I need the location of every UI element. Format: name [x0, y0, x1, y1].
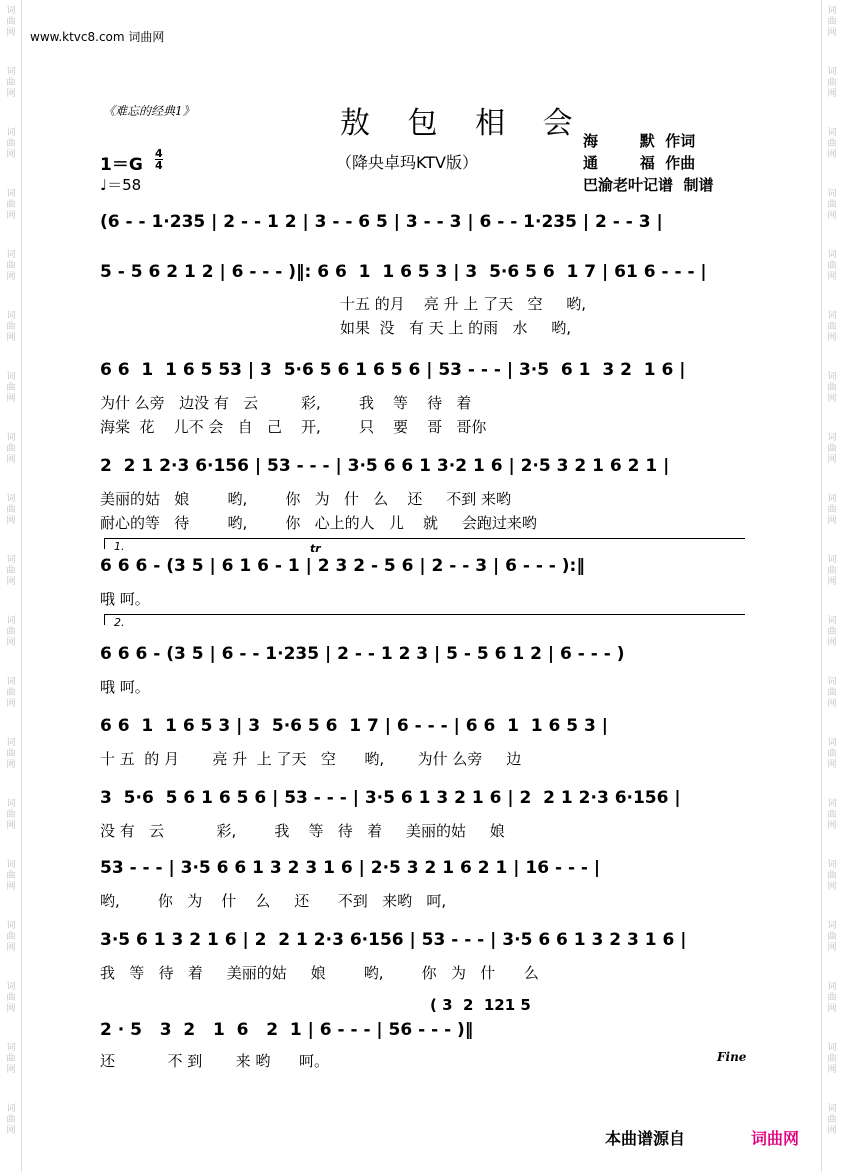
- score-line-9: 53 - - - | 3·5 6 6 1 3 2 3 1 6 | 2·5 3 2 1 6 2 1 | 16 - - - |: [100, 858, 601, 878]
- key-signature: 1＝G: [100, 155, 143, 175]
- score-line-11: 2 · 5 3 2 1 6 2 1 | 6 - - - | 56 - - - )‖: [100, 1020, 474, 1040]
- lyric-line-2a: 十五 的月 亮 升 上 了天 空 哟,: [340, 295, 587, 313]
- composer-credit: 通 福 作曲: [583, 154, 696, 172]
- lyricist-credit: 海 默 作词: [583, 132, 696, 150]
- tempo-mark: ♩＝58: [100, 176, 142, 194]
- watermark-glyph: 词 曲 网: [6, 189, 16, 221]
- watermark-glyph: 词 曲 网: [6, 1104, 16, 1136]
- fine-mark: Fine: [717, 1050, 747, 1064]
- meter-bottom: 4: [155, 159, 163, 172]
- watermark-glyph: 词 曲 网: [6, 921, 16, 953]
- watermark-glyph: 词 曲 网: [6, 250, 16, 282]
- song-version: （降央卓玛KTV版）: [336, 153, 478, 172]
- watermark-glyph: 词 曲 网: [827, 67, 837, 99]
- watermark-glyph: 词 曲 网: [6, 372, 16, 404]
- watermark-glyph: 词 曲 网: [6, 1043, 16, 1075]
- watermark-glyph: 词 曲 网: [827, 494, 837, 526]
- watermark-glyph: 词 曲 网: [827, 982, 837, 1014]
- lyric-line-10: 我 等 待 着 美丽的姑 娘 哟, 你 为 什 么: [100, 964, 539, 982]
- score-line-2: 5 - 5 6 2 1 2 | 6 - - - )‖: 6 6 1 1 6 5 3 | 3 5·6 5 6 1 7 | 61 6 - - - |: [100, 262, 707, 282]
- ending-2-bracket: [104, 614, 745, 625]
- watermark-glyph: 词 曲 网: [827, 128, 837, 160]
- watermark-glyph: 词 曲 网: [827, 433, 837, 465]
- lyric-line-5: 哦 呵。: [100, 590, 150, 608]
- watermark-glyph: 词 曲 网: [6, 616, 16, 648]
- lyric-line-11: 还 不 到 来 哟 呵。: [100, 1052, 329, 1070]
- watermark-glyph: 词 曲 网: [6, 494, 16, 526]
- lyric-line-6: 哦 呵。: [100, 678, 150, 696]
- watermark-glyph: 词 曲 网: [827, 555, 837, 587]
- time-signature: [155, 148, 163, 171]
- ending-1-bracket: [104, 538, 745, 549]
- lyric-line-8: 没 有 云 彩, 我 等 待 着 美丽的姑 娘: [100, 822, 505, 840]
- site-url[interactable]: www.ktvc8.com 词曲网: [30, 30, 165, 44]
- watermark-glyph: 词 曲 网: [827, 189, 837, 221]
- watermark-glyph: 词 曲 网: [827, 616, 837, 648]
- lyric-line-3a: 为什 么旁 边没 有 云 彩, 我 等 待 着: [100, 394, 472, 412]
- source-site-link[interactable]: 词曲网: [751, 1129, 800, 1148]
- source-label: 本曲谱源自: [605, 1129, 686, 1148]
- watermark-glyph: 词 曲 网: [827, 250, 837, 282]
- watermark-glyph: 词 曲 网: [6, 982, 16, 1014]
- song-title: 敖 包 相 会: [340, 106, 587, 141]
- watermark-glyph: 词 曲 网: [6, 311, 16, 343]
- lyric-line-4b: 耐心的等 待 哟, 你 心上的人 儿 就 会跑过来哟: [100, 514, 537, 532]
- score-line-6: 6 6 6 - (3 5 | 6 - - 1·235 | 2 - - 1 2 3 | 5 - 5 6 1 2 | 6 - - - ): [100, 644, 625, 664]
- watermark-glyph: 词 曲 网: [827, 860, 837, 892]
- meter-top: 4: [155, 147, 163, 160]
- score-line-3: 6 6 1 1 6 5 53 | 3 5·6 5 6 1 6 5 6 | 53 - - - | 3·5 6 1 3 2 1 6 |: [100, 360, 686, 380]
- score-line-4: 2 2 1 2·3 6·156 | 53 - - - | 3·5 6 6 1 3·2 1 6 | 2·5 3 2 1 6 2 1 |: [100, 456, 670, 476]
- watermark-glyph: 词 曲 网: [827, 372, 837, 404]
- score-line-1: (6 - - 1·235 | 2 - - 1 2 | 3 - - 6 5 | 3 - - 3 | 6 - - 1·235 | 2 - - 3 |: [100, 212, 663, 232]
- watermark-glyph: 词 曲 网: [6, 555, 16, 587]
- watermark-glyph: 词 曲 网: [827, 1043, 837, 1075]
- watermark-glyph: 词 曲 网: [6, 433, 16, 465]
- watermark-glyph: 词 曲 网: [6, 738, 16, 770]
- score-line-8: 3 5·6 5 6 1 6 5 6 | 53 - - - | 3·5 6 1 3 2 1 6 | 2 2 1 2·3 6·156 |: [100, 788, 681, 808]
- watermark-glyph: 词 曲 网: [827, 311, 837, 343]
- watermark-glyph: 词 曲 网: [6, 799, 16, 831]
- watermark-glyph: 词 曲 网: [827, 6, 837, 38]
- trill-mark: tr: [310, 542, 321, 555]
- score-line-5: 6 6 6 - (3 5 | 6 1 6 - 1 | 2 3 2 - 5 6 | 2 - - 3 | 6 - - - ):‖: [100, 556, 585, 576]
- score-line-10: 3·5 6 1 3 2 1 6 | 2 2 1 2·3 6·156 | 53 - - - | 3·5 6 6 1 3 2 3 1 6 |: [100, 930, 687, 950]
- lyric-line-3b: 海棠 花 儿不 会 自 己 开, 只 要 哥 哥你: [100, 418, 487, 436]
- lyric-line-9: 哟, 你 为 什 么 还 不到 来哟 呵,: [100, 892, 447, 910]
- watermark-glyph: 词 曲 网: [827, 1104, 837, 1136]
- lyric-line-4a: 美丽的姑 娘 哟, 你 为 什 么 还 不到 来哟: [100, 490, 511, 508]
- watermark-glyph: 词 曲 网: [827, 738, 837, 770]
- score-line-11-upper: ( 3 2 121 5: [430, 996, 531, 1014]
- watermark-glyph: 词 曲 网: [6, 6, 16, 38]
- watermark-glyph: 词 曲 网: [827, 677, 837, 709]
- score-line-7: 6 6 1 1 6 5 3 | 3 5·6 5 6 1 7 | 6 - - - | 6 6 1 1 6 5 3 |: [100, 716, 608, 736]
- ending-2-number: 2.: [114, 616, 125, 629]
- watermark-glyph: 词 曲 网: [6, 677, 16, 709]
- watermark-glyph: 词 曲 网: [6, 128, 16, 160]
- album-name: 《难忘的经典1》: [103, 104, 195, 118]
- lyric-line-2b: 如果 没 有 天 上 的雨 水 哟,: [340, 319, 572, 337]
- lyric-line-7: 十 五 的 月 亮 升 上 了天 空 哟, 为什 么旁 边: [100, 750, 522, 768]
- arranger-credit: 巴渝老叶记谱 制谱: [583, 176, 714, 194]
- watermark-glyph: 词 曲 网: [827, 921, 837, 953]
- ending-1-number: 1.: [114, 540, 125, 553]
- watermark-glyph: 词 曲 网: [6, 860, 16, 892]
- watermark-glyph: 词 曲 网: [6, 67, 16, 99]
- watermark-glyph: 词 曲 网: [827, 799, 837, 831]
